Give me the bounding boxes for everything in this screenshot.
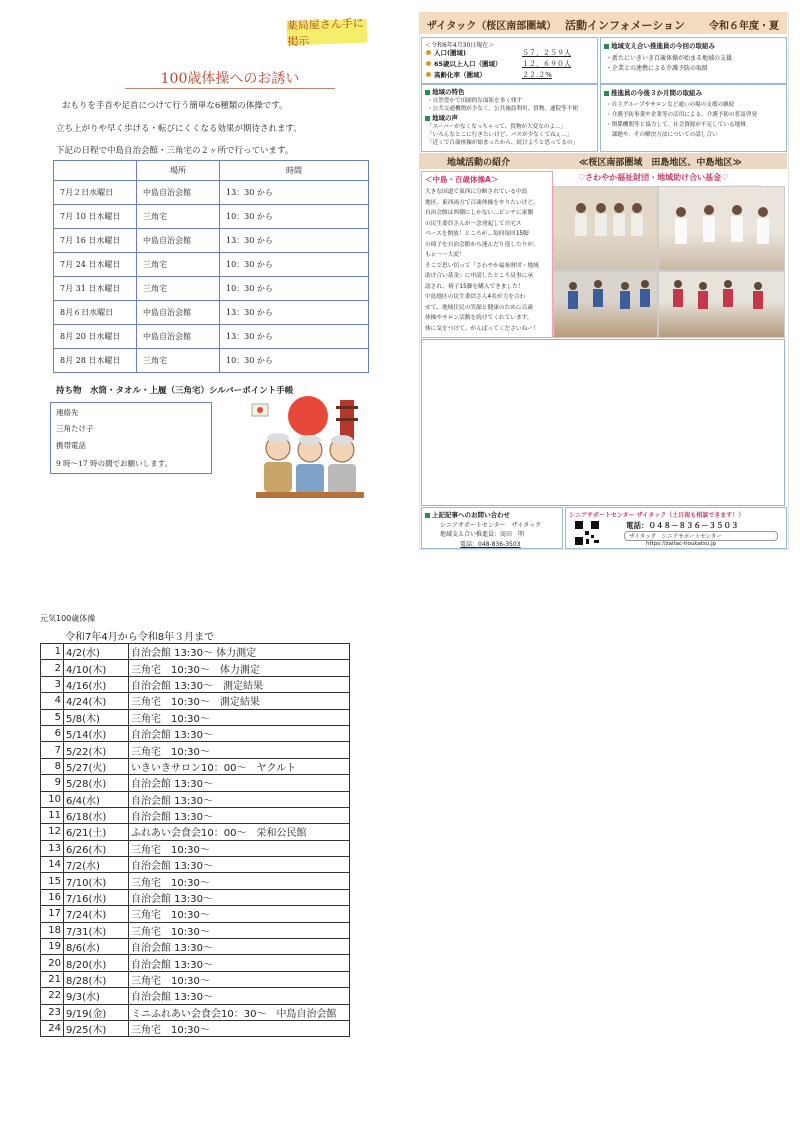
table-row: [41, 775, 350, 791]
table-row: [41, 889, 350, 905]
cell-no: 12: [41, 824, 64, 840]
cell-date: 5/14(水): [64, 725, 129, 741]
table-row: [41, 873, 350, 889]
cell-event: 自治会館 13:30～: [129, 857, 350, 873]
flyer-title: 100歳体操へのお誘い: [160, 71, 300, 87]
center-badge: ザイタック シニアサポートセンター: [624, 531, 778, 541]
table-row: [41, 725, 350, 741]
newsletter-header: [419, 12, 787, 34]
flyer-schedule-table: [53, 160, 369, 373]
activity-line-1: ・新たにいきいき百歳体操が始まる地域の支援: [606, 55, 733, 62]
table-row: [41, 840, 350, 856]
cell-event: 自治会館 13:30～ 測定結果: [129, 676, 350, 692]
cell-no: 1: [41, 644, 64, 660]
header-place: 場所: [137, 161, 220, 181]
cell-event: 自治会館 13:30～: [129, 791, 350, 807]
cell-no: 13: [41, 840, 64, 856]
features-box: [421, 84, 598, 152]
cell-date: 7月 10 日木曜日: [54, 205, 137, 229]
newsletter-season: 令和６年度・夏: [709, 21, 779, 32]
cell-place: 中島自治会館: [137, 181, 220, 205]
cell-event: 三角宅 10:30～: [129, 742, 350, 758]
table-row: [54, 349, 369, 373]
cell-date: 8/6(水): [64, 939, 129, 955]
blank-panel: [421, 339, 785, 506]
schedule-list-table: [40, 643, 350, 1037]
cell-date: 9/25(木): [64, 1020, 129, 1036]
table-row: [41, 955, 350, 971]
cell-event: 自治会館 13:30～: [129, 939, 350, 955]
schedule-title: 元気100歳体操: [40, 614, 96, 623]
cell-place: 中島自治会館: [137, 301, 220, 325]
cell-place: 三角宅: [137, 205, 220, 229]
cell-event: 自治会館 13:30～: [129, 775, 350, 791]
intro-line: せて、地域住民の笑顔と健康のために百歳: [425, 304, 533, 311]
feature-title: 地域の特色: [425, 87, 465, 96]
bullet-icon: [426, 50, 431, 55]
cell-event: ミニふれあい会食会10：30～ 中島自治会館: [129, 1004, 350, 1020]
cell-no: 8: [41, 758, 64, 774]
intro-line: 地区。東西両方で百歳体操をやりたいけど、: [425, 199, 539, 206]
cell-event: 三角宅 10:30～: [129, 971, 350, 987]
contact-name: 三角たけ子: [56, 424, 94, 433]
cell-date: 8月 20 日水曜日: [54, 325, 137, 349]
cell-event: 自治会館 13:30～: [129, 807, 350, 823]
cell-event: 三角宅 10:30～: [129, 873, 350, 889]
cell-date: 4/2(水): [64, 644, 129, 660]
cell-no: 5: [41, 709, 64, 725]
contact-info-box: [421, 507, 563, 549]
intro-line: の椅子を自治会館から運んだり返したりが、: [425, 241, 539, 248]
cell-place: 中島自治会館: [137, 325, 220, 349]
cell-no: 7: [41, 742, 64, 758]
activity-title: 地域支え合い推進員の今回の取組み: [604, 41, 715, 50]
cell-event: 三角宅 10:30～ 体力測定: [129, 660, 350, 676]
table-row: [54, 301, 369, 325]
plan-line-3: ・関係機関等と協力して、社会資源が不足している地域: [606, 122, 746, 128]
cell-no: 14: [41, 857, 64, 873]
cell-date: 9/3(水): [64, 988, 129, 1004]
cell-date: 4/10(木): [64, 660, 129, 676]
feature-line-2: ・公共交通機関が少なく、公共施設利用、買物、通院等不便: [427, 106, 578, 112]
cell-no: 23: [41, 1004, 64, 1020]
center-phone: 電話：０４８－８３６－３５０３: [626, 521, 739, 530]
intro-line: 体に気をつけて、がんばってくださいねー！: [425, 325, 539, 332]
cell-no: 24: [41, 1020, 64, 1036]
stat-label: 高齢化率（圏域）: [434, 71, 486, 79]
contact-phone-label: 携帯電話: [56, 441, 86, 450]
table-row: [41, 1020, 350, 1036]
table-row: [41, 988, 350, 1004]
cell-no: 19: [41, 939, 64, 955]
cell-date: 5/22(木): [64, 742, 129, 758]
cell-event: 三角宅 10:30～: [129, 840, 350, 856]
table-row: [54, 229, 369, 253]
cell-place: 三角宅: [137, 349, 220, 373]
cell-no: 10: [41, 791, 64, 807]
contact-info-title: 上記記事へのお問い合わせ: [425, 510, 510, 519]
cell-no: 21: [41, 971, 64, 987]
flyer-intro-1: おもりを手首や足首につけて行う簡単な6種類の体操です。: [62, 101, 288, 111]
newsletter-title: 活動インフォメーション: [565, 19, 686, 32]
table-row: [41, 922, 350, 938]
cell-event: 自治会館 13:30～ 体力測定: [129, 644, 350, 660]
plan-line-1: ・自主グループやサロンなど通いの場の支援の継続: [606, 102, 735, 108]
cell-date: 7月 31 日木曜日: [54, 277, 137, 301]
cell-event: 三角宅 10:30～ 測定結果: [129, 693, 350, 709]
cell-time: 13：30 から: [220, 229, 369, 253]
table-row: [41, 644, 350, 660]
cell-date: 6/4(水): [64, 791, 129, 807]
table-row: [54, 253, 369, 277]
cell-event: 自治会館 13:30～: [129, 988, 350, 1004]
cell-time: 10：30 から: [220, 349, 369, 373]
table-row: [41, 676, 350, 692]
header-time: 時間: [220, 161, 369, 181]
intro-line: 大きな国道で東西に分断されている中島: [425, 189, 528, 195]
table-row: [41, 857, 350, 873]
activity-band: [419, 153, 787, 169]
title-underline: [125, 88, 335, 89]
cell-time: 10：30 から: [220, 253, 369, 277]
flyer-intro-2: 立ち上がりや早く歩ける・転びにくくなる効果が期待されます。: [56, 124, 302, 134]
cell-no: 18: [41, 922, 64, 938]
cell-date: 7月 24 日木曜日: [54, 253, 137, 277]
cell-no: 9: [41, 775, 64, 791]
cell-place: 三角宅: [137, 277, 220, 301]
table-row: [41, 693, 350, 709]
table-row: [41, 742, 350, 758]
intro-title: ＜中島・百歳体操A＞: [425, 175, 499, 184]
cell-time: 13：30 から: [220, 325, 369, 349]
stats-date: ＜令和6年4月30日現在＞: [425, 42, 495, 49]
cell-date: 8/20(水): [64, 955, 129, 971]
cell-date: 8/28(木): [64, 971, 129, 987]
cell-date: 7/2(水): [64, 857, 129, 873]
table-row: [41, 758, 350, 774]
cell-event: いきいきサロン10：00～ ヤクルト: [129, 758, 350, 774]
bullet-icon: [426, 72, 431, 77]
table-row: [54, 205, 369, 229]
contact-hours: 9 時～17 時の間でお願いします。: [56, 459, 172, 468]
cell-event: 自治会館 13:30～: [129, 725, 350, 741]
cell-event: 三角宅 10:30～: [129, 922, 350, 938]
center-title: シニアサポートセンター ザイタック（土日祝も相談できます！）: [569, 512, 745, 519]
voice-line-1: 「スーパーがなくなっちゃって、買物が大変なのよ…」: [427, 124, 567, 130]
table-header-row: [54, 161, 369, 181]
intro-article: [421, 171, 553, 338]
table-row: [41, 709, 350, 725]
flyer-intro-3: 下記の日程で中島自治会館・三角宅の２ヶ所で行っています。: [56, 146, 294, 156]
table-row: [54, 181, 369, 205]
cell-date: 7/16(水): [64, 889, 129, 905]
contact-info-person: 地域支え合い推進員：髙田 明: [440, 531, 525, 538]
cell-date: 4/24(木): [64, 693, 129, 709]
contact-label: 連絡先: [56, 408, 79, 417]
stat-value: １２，６９０人: [522, 60, 571, 68]
cell-no: 16: [41, 889, 64, 905]
intro-line: そこで思い切って「さわやか福祉財団・地域: [425, 262, 539, 269]
cell-date: 4/16(水): [64, 676, 129, 692]
activity-box: [600, 37, 787, 84]
newsletter-org: ザイタック（桜区南部圏域）: [427, 21, 557, 32]
contact-box: [50, 402, 212, 474]
cell-no: 3: [41, 676, 64, 692]
schedule-period: 令和7年4月から令和8年３月まで: [65, 632, 215, 643]
plan-line-2: ・介護予防事業や企業等の活用による、介護予防の普及啓発: [606, 112, 758, 118]
intro-line: 中島地区の民生委員さん4名が力を合わ: [425, 294, 526, 300]
cell-no: 17: [41, 906, 64, 922]
stat-label: 65歳以上人口（圏域）: [434, 60, 502, 68]
intro-line: ペースを開放！ところが…毎回毎回15脚: [425, 231, 529, 237]
voice-line-2: 「いろんなとこに行きたいけど、バスが少なくてねぇ…」: [427, 132, 573, 138]
cell-no: 15: [41, 873, 64, 889]
cell-event: 自治会館 13:30～: [129, 955, 350, 971]
qr-code-icon: [574, 520, 600, 546]
table-row: [41, 824, 350, 840]
cell-date: 8月６日水曜日: [54, 301, 137, 325]
belongings-text: 持ち物 水筒・タオル・上履（三角宅）シルバーポイント手帳: [56, 386, 294, 396]
cell-no: 22: [41, 988, 64, 1004]
cell-date: 5/27(火): [64, 758, 129, 774]
plan-box: [600, 84, 787, 152]
cell-time: 10：30 から: [220, 277, 369, 301]
cell-no: 6: [41, 725, 64, 741]
cell-no: 20: [41, 955, 64, 971]
table-row: [54, 325, 369, 349]
cell-time: 13：30 から: [220, 181, 369, 205]
stats-box: [421, 37, 598, 84]
plan-title: 推進員の今後３か月間の取組み: [604, 88, 702, 97]
table-row: [41, 971, 350, 987]
cell-no: 11: [41, 807, 64, 823]
stat-value: ２２.２%: [522, 71, 552, 79]
cell-event: 三角宅 10:30～: [129, 709, 350, 725]
cell-event: 三角宅 10:30～: [129, 1020, 350, 1036]
sticky-note: 薬局屋さん手に掲示: [287, 19, 368, 46]
intro-line: 認され、椅子15脚を購入できました！: [425, 283, 524, 290]
cell-date: 6/18(水): [64, 807, 129, 823]
table-row: [41, 660, 350, 676]
stat-label: 人口(圏域): [434, 49, 466, 57]
band-right: ≪桜区南部圏域 田島地区、中島地区≫: [579, 158, 742, 168]
center-url: https://zaitac-houkatsu.jp: [646, 541, 717, 547]
band-left: 地域活動の紹介: [447, 158, 511, 168]
contact-info-phone: 電話：048-836-3503: [460, 541, 521, 548]
cell-event: 自治会館 13:30～: [129, 889, 350, 905]
center-box: [565, 507, 787, 549]
voice-title: 地域の声: [425, 113, 458, 122]
cell-date: 7/10(木): [64, 873, 129, 889]
feature-line-1: ・自然豊かで田園的な面影を多く残す: [427, 98, 523, 104]
cell-place: 中島自治会館: [137, 229, 220, 253]
cell-place: 三角宅: [137, 253, 220, 277]
intro-line: 体操やサロン活動を続けてくれています。: [425, 315, 533, 321]
cell-event: 三角宅 10:30～: [129, 906, 350, 922]
cell-event: ふれあい会食会10：00～ 栄和公民館: [129, 824, 350, 840]
table-row: [41, 939, 350, 955]
stat-value: ５７，２５９人: [522, 49, 571, 57]
cell-date: 5/28(水): [64, 775, 129, 791]
bullet-icon: [426, 61, 431, 66]
table-row: [54, 277, 369, 301]
plan-line-4: 課題や、その解決方法についての話し合い: [606, 132, 718, 138]
intro-line: もぉ～～大変！: [425, 252, 465, 258]
intro-line: 自治会館は西側にしかない…ピンチに東側: [425, 210, 534, 216]
cell-no: 4: [41, 693, 64, 709]
intro-line: の民生委員さんが一念発起して自宅ス: [425, 220, 522, 227]
cell-date: 5/8(木): [64, 709, 129, 725]
cell-date: 9/19(金): [64, 1004, 129, 1020]
cell-date: 8月 28 日木曜日: [54, 349, 137, 373]
cell-date: 7月 16 日水曜日: [54, 229, 137, 253]
cell-date: 7/24(木): [64, 906, 129, 922]
cell-date: 6/26(木): [64, 840, 129, 856]
table-row: [41, 807, 350, 823]
intro-line: 助け合い基金」に申請したところ見事に承: [425, 273, 534, 279]
activity-line-2: ・企業との連携による介護予防の取組: [606, 65, 709, 72]
elderly-cheering-illustration: [248, 392, 366, 502]
fund-title: ♡さわやか福祉財団・地域助け合い基金♡: [578, 173, 729, 182]
contact-info-org: シニアサポートセンター ザイタック: [440, 522, 542, 529]
cell-date: 7月２日水曜日: [54, 181, 137, 205]
cell-date: 7/31(木): [64, 922, 129, 938]
cell-date: 6/21(土): [64, 824, 129, 840]
voice-line-3: 「近くで百歳体操が始まったから、続けようと思ってるの」: [427, 140, 579, 146]
table-row: [41, 791, 350, 807]
table-row: [41, 906, 350, 922]
header-date: [54, 161, 137, 181]
cell-no: 2: [41, 660, 64, 676]
cell-time: 13：30 から: [220, 301, 369, 325]
photo-figures: [553, 186, 783, 336]
cell-time: 10：30 から: [220, 205, 369, 229]
table-row: [41, 1004, 350, 1020]
